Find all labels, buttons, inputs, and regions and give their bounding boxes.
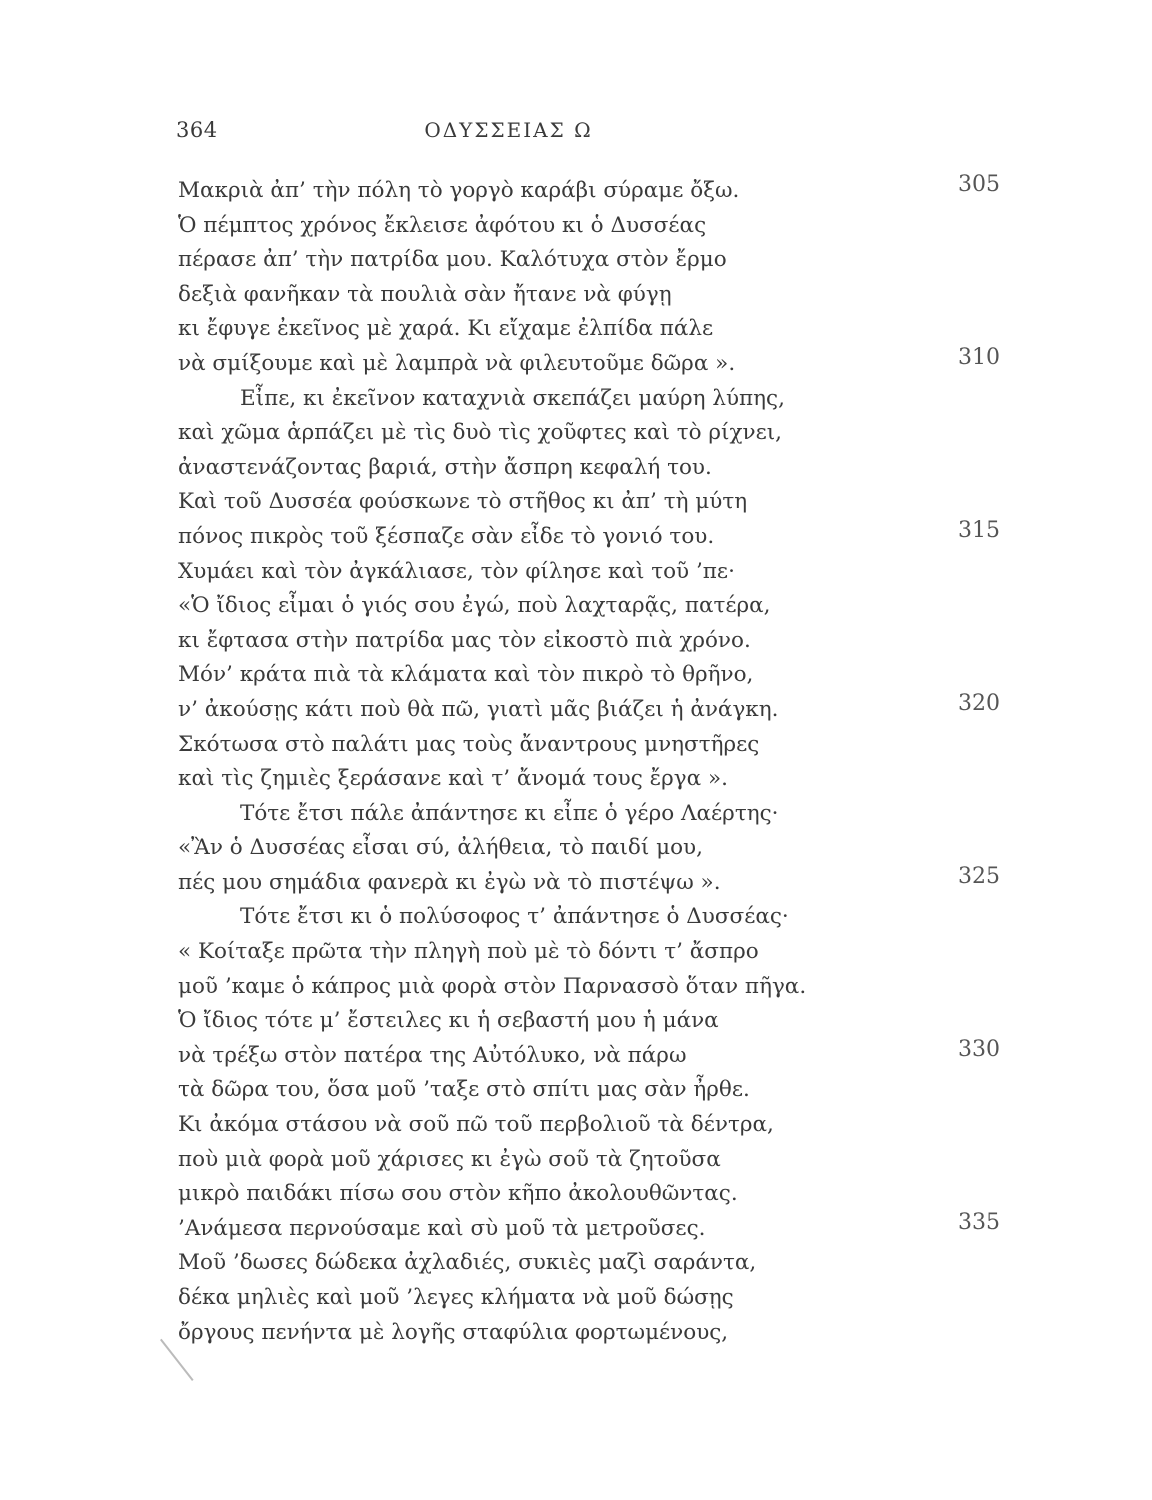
verse-line [178, 1036, 1038, 1074]
verse-line [178, 831, 1038, 866]
verse-line [178, 762, 1038, 797]
verse-text: μοῦ ’καμε ὁ κάπρος μιὰ φορὰ στὸν Παρνασσὸ ὅταν πῆγα. [178, 973, 807, 999]
verse-line [178, 797, 1038, 832]
verse-line [178, 935, 1038, 970]
verse-text: Ὁ ἴδιος τότε μ’ ἔστειλες κι ἡ σεβαστή μου ἡ μάνα [178, 1008, 719, 1034]
verse-line [178, 1209, 1038, 1247]
line-number: 325 [958, 863, 1000, 889]
verse-line [178, 416, 1038, 451]
verse-text: Κι ἀκόμα στάσου νὰ σοῦ πῶ τοῦ περβολιοῦ τὰ δέντρα, [178, 1112, 774, 1138]
verse-text: καὶ χῶμα ἁρπάζει μὲ τὶς δυὸ τὶς χοῦφτες καὶ τὸ ρίχνει, [178, 420, 782, 446]
verse-text: τὰ δῶρα του, ὅσα μοῦ ’ταξε στὸ σπίτι μας σὰν ἦρθε. [178, 1077, 750, 1103]
line-number: 310 [958, 344, 1000, 370]
verse-text: Χυμάει καὶ τὸν ἀγκάλιασε, τὸν φίλησε καὶ τοῦ ’πε· [178, 558, 735, 584]
verse-text: Τότε ἔτσι πάλε ἀπάντησε κι εἶπε ὁ γέρο Λαέρτης· [240, 800, 779, 826]
line-number: 320 [958, 690, 1000, 716]
verse-text: Εἶπε, κι ἐκεῖνον καταχνιὰ σκεπάζει μαύρη λύπης, [240, 385, 785, 411]
verse-line [178, 658, 1038, 693]
verse-text: Ὁ πέμπτος χρόνος ἔκλεισε ἀφότου κι ὁ Δυσσέας [178, 212, 707, 238]
page-number: 364 [176, 118, 218, 142]
verse-line [178, 485, 1038, 520]
verse-line [178, 344, 1038, 382]
verse-line [178, 1004, 1038, 1039]
verse-line [178, 517, 1038, 555]
verse-line [178, 278, 1038, 313]
verse-text: μικρὸ παιδάκι πίσω σου στὸν κῆπο ἀκολουθῶντας. [178, 1181, 738, 1207]
verse-text: νὰ τρέξω στὸν πατέρα της Αὐτόλυκο, νὰ πάρω [178, 1042, 687, 1068]
line-number: 305 [958, 172, 1000, 197]
verse-text: Μακριὰ ἀπ’ τὴν πόλη τὸ γοργὸ καράβι σύραμε ὄξω. [178, 178, 740, 203]
verse-line [178, 1073, 1038, 1108]
verse-line [178, 589, 1038, 624]
verse-text: πόνος πικρὸς τοῦ ξέσπαζε σὰν εἶδε τὸ γονιό του. [178, 523, 715, 549]
verse-text: Μοῦ ’δωσες δώδεκα ἀχλαδιές, συκιὲς μαζὶ σαράντα, [178, 1250, 757, 1276]
verse-line [178, 209, 1038, 244]
verse-text: κι ἔφυγε ἐκεῖνος μὲ χαρά. Κι εἴχαμε ἐλπίδα πάλε [178, 316, 714, 342]
verse-line [178, 1281, 1038, 1316]
verse-line [178, 1108, 1038, 1143]
verse-line [178, 1177, 1038, 1212]
verse-text: Τότε ἔτσι κι ὁ πολύσοφος τ’ ἀπάντησε ὁ Δυσσέας· [240, 904, 789, 930]
verse-line [178, 1316, 1038, 1351]
verse-text: νὰ σμίξουμε καὶ μὲ λαμπρὰ νὰ φιλευτοῦμε δῶρα ». [178, 350, 736, 376]
verse-line [178, 555, 1038, 590]
verse-text: Μόν’ κράτα πιὰ τὰ κλάματα καὶ τὸν πικρὸ τὸ θρῆνο, [178, 662, 754, 688]
verse-line [178, 624, 1038, 659]
verse-line [178, 382, 1038, 417]
verse-line [178, 312, 1038, 347]
line-number: 315 [958, 517, 1000, 543]
verse-text: δέκα μηλιὲς καὶ μοῦ ’λεγες κλήματα νὰ μοῦ δώσῃς [178, 1285, 734, 1310]
verse-text: Καὶ τοῦ Δυσσέα φούσκωνε τὸ στῆθος κι ἀπ’ τὴ μύτη [178, 489, 748, 515]
verse-block [178, 174, 1038, 1350]
verse-text: ποὺ μιὰ φορὰ μοῦ χάρισες κι ἐγὼ σοῦ τὰ ζητοῦσα [178, 1146, 721, 1172]
verse-line [178, 451, 1038, 486]
verse-text: ὄργους πενήντα μὲ λογῆς σταφύλια φορτωμένους, [178, 1319, 729, 1345]
verse-line [178, 690, 1038, 728]
verse-text: Σκότωσα στὸ παλάτι μας τοὺς ἄναντρους μνηστῆρες [178, 731, 760, 757]
verse-text: καὶ τὶς ζημιὲς ξεράσανε καὶ τ’ ἄνομά τους ἔργα ». [178, 766, 728, 792]
verse-text: «Ἂν ὁ Δυσσέας εἶσαι σύ, ἀλήθεια, τὸ παιδί μου, [178, 835, 703, 861]
verse-line [178, 970, 1038, 1005]
verse-text: ἀναστενάζοντας βαριά, στὴν ἄσπρη κεφαλή του. [178, 454, 712, 480]
verse-line [178, 863, 1038, 901]
verse-text: πέρασε ἀπ’ τὴν πατρίδα μου. Καλότυχα στὸν ἔρμο [178, 247, 727, 273]
verse-text: ’Ανάμεσα περνούσαμε καὶ σὺ μοῦ τὰ μετροῦσες. [178, 1215, 706, 1241]
line-number: 335 [958, 1209, 1000, 1235]
verse-text: ν’ ἀκούσῃς κάτι ποὺ θὰ πῶ, γιατὶ μᾶς βιάζει ἡ ἀνάγκη. [178, 696, 779, 722]
running-head [176, 118, 1016, 148]
verse-text: « Κοίταξε πρῶτα τὴν πληγὴ ποὺ μὲ τὸ δόντι τ’ ἄσπρο [178, 939, 759, 965]
verse-line [178, 174, 1038, 209]
verse-line [178, 243, 1038, 278]
line-number: 330 [958, 1036, 1000, 1062]
verse-text: δεξιὰ φανῆκαν τὰ πουλιὰ σὰν ἤτανε νὰ φύγῃ [178, 281, 672, 307]
verse-line [178, 1143, 1038, 1178]
verse-line [178, 728, 1038, 763]
verse-text: πές μου σημάδια φανερὰ κι ἐγὼ νὰ τὸ πιστέψω ». [178, 869, 721, 895]
verse-text: κι ἔφτασα στὴν πατρίδα μας τὸν εἰκοστὸ πιὰ χρόνο. [178, 627, 751, 653]
verse-text: «Ὁ ἴδιος εἶμαι ὁ γιός σου ἐγώ, ποὺ λαχταρᾷς, πατέρα, [178, 593, 771, 619]
verse-line [178, 1246, 1038, 1281]
running-title: ΟΔΥΣΣΕΙΑΣ Ω [424, 118, 593, 142]
verse-line [178, 900, 1038, 935]
